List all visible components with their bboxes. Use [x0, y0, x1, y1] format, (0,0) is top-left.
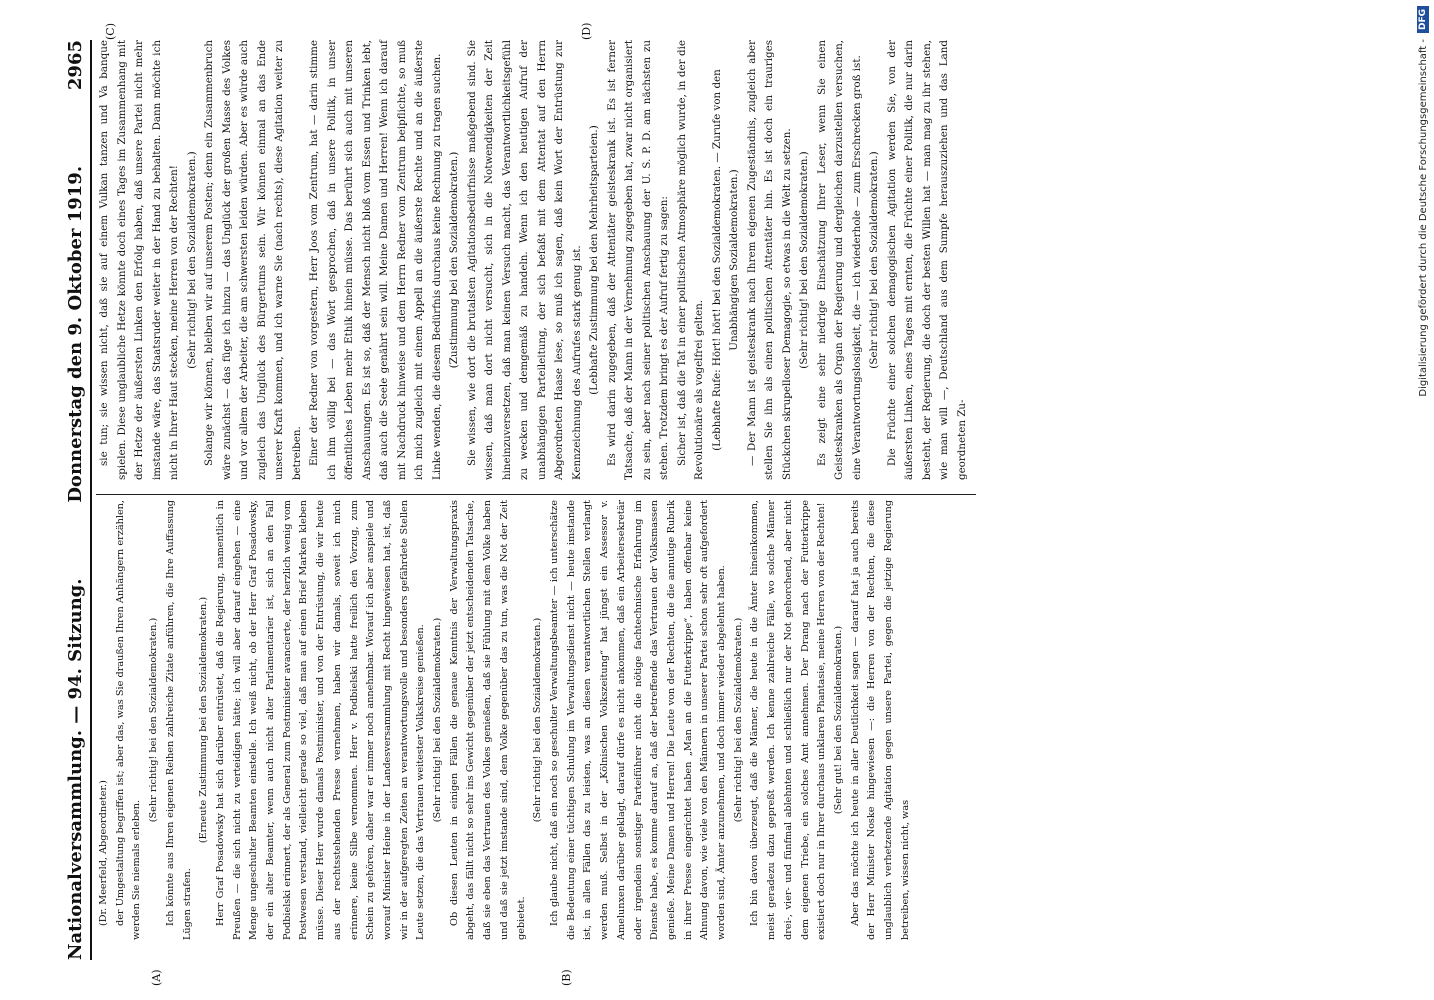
interjection: (Sehr richtig! bei den Sozialdemokraten.) [732, 617, 744, 823]
paragraph: (Dr. Meerfeld, Abgeordneter.) [98, 780, 109, 926]
digitization-credit [1400, 0, 1430, 1000]
paragraph: Herr Graf Posadowsky hat sich darüber entrüstet, daß die Regierung, namentlich in Preußen — die sich nicht zu verteidigen hätte; ich will aber darauf eingehen — eine Menge ungeschulter Beamten einstelle. Ich weiß nicht, ob der Herr Graf Posadowsky, der ein alter Beamter, wenn auch nicht alter Parlamentarier ist, sich an den Fall Podbielski erinnert, der als General zum Postminister avancierte, der herzlich wenig vom Postwesen verstand, vielleicht gerade so viel, daß man auf einen Brief Marken kleben müsse. Dieser Herr wurde damals Postminister, und von der Entrüstung, die wir heute aus der rechtsstehenden Presse vernehmen, haben wir damals, soweit ich mich erinnere, keine Silbe vernommen. Herr v. Podbielski hatte freilich den Vorzug, zum Schein zu gehören, daher war er immer noch annehmbar. Worauf ich aber anspiele und worauf Minister Heine in der Landesversammlung mit Recht hingewiesen hat, ist, daß wir in der aufgeregten Zeiten an verantwortungsvolle und besonders gefährdete Stellen Leute setzen, die das Vertrauen weitester Volkskreise genießen. [214, 500, 427, 940]
paragraph: Ich glaube nicht, daß ein noch so geschulter Verwaltungsbeamter — ich unterschätze die Bedeutung einer tüchtigen Schulung im Verwaltungsdienst nicht — heute imstande ist, in allen Fällen das zu leisten, was an diesen verantwortlichen Stellen verlangt werden muß. Selbst in der „Kölnischen Volkszeitung“ hat jüngst ein Assessor v. Amelunxen darüber geklagt, darauf dürfe es nicht ankommen, daß ein Arbeitersekretär oder irgendein sonstiger Parteiführer nicht die nötige fachtechnische Erfahrung im Dienste habe, es komme darauf an, daß der betreffende das Vertrauen der Volksmassen genieße. Meine Damen und Herren! Die Leute von der Rechten, die die annutige Rubrik in ihrer Presse eingerichtet haben „Man an die Futterkrippe“, haben offenbar keine Ahnung davon, wie viele von den Männern in unserer Partei schon sehr oft aufgefordert worden sind, Ämter anzunehmen, und doch immer wieder abgelehnt haben. [548, 500, 728, 940]
interjection: (Lebhafte Rufe: Hört! hört! bei den Sozialdemokraten. — Zurufe von den Unabhängigen Sozialdemokraten.) [710, 69, 740, 451]
interjection: (Lebhafte Zustimmung bei den Mehrheitsparteien.) [588, 125, 600, 395]
paragraph: Aber das möchte ich heute in aller Deutlichkeit sagen — darauf hat ja auch bereits der Herr Minister Noske hingewiesen —: die Herren von der Rechten, die diese unglaublich verhetzende Agitation gegen unsere Partei, gegen die jetzige Regierung betreiben, wissen nicht, was [849, 500, 911, 940]
text-column-left [96, 500, 914, 940]
margin-marker-c: (C) [104, 23, 117, 40]
interjection: (Sehr gut! bei den Sozialdemokraten.) [832, 625, 844, 815]
paragraph: Ob diesen Leuten in einigen Fällen die genaue Kenntnis der Verwaltungspraxis abgeht, das fällt nicht so sehr ins Gewicht gegenüber der jetzt entscheidenden Tatsache, daß sie eben das Vertrauen des Volkes genießen, daß sie Fühlung mit dem Volke haben und daß sie jetzt imstande sind, dem Volke gegenüber das zu tun, was die Not der Zeit gebietet. [448, 500, 527, 940]
paragraph: Es zeigt eine sehr niedrige Einschätzung Ihrer Leser, wenn Sie einen Geisteskranken als Organ der Regierung und dergleichen darzustellen versuchen, eine Verantwortungslosigkeit, die — ich wiederhole — zum Erschrecken groß ist. [815, 40, 863, 480]
page-number: 2965 [65, 40, 86, 91]
margin-marker-d: (D) [580, 22, 593, 40]
paragraph: Einer der Redner von vorgestern, Herr Joos vom Zentrum, hat — darin stimme ich ihm völlig bei — das Wort gesprochen, daß in unsere Politik, in unser öffentliches Leben mehr Ethik hinein müsse. Das berührt sich auch mit unseren Anschauungen. Es ist so, daß der Mensch nicht bloß vom Essen und Trinken lebt, daß auch die Seele genährt sein will. Meine Damen und Herren! Wenn ich darauf mit Nachdruck hinweise und dem Herrn Redner vom Zentrum beipflichte, so muß ich mich zugleich mit einem Appell an die äußerste Rechte und an die äußerste Linke wenden, die diesem Bedürfnis durchaus keine Rechnung zu tragen suchen. [308, 40, 443, 480]
interjection: (Sehr richtig! bei den Sozialdemokraten.) [148, 617, 160, 823]
paragraph: Sie wissen, wie dort die brutalsten Agitationsbedürfnisse maßgebend sind. Sie wissen, daß man dort nicht versucht, sich in die Notwendigkeiten der Zeit hineinzuversetzen, daß man keinen Versuch macht, das Verantwortlichkeitsgefühl zu wecken und demgemäß zu handeln. Wenn ich den heutigen Aufruf der unabhängigen Parteileitung, der sich befaßt mit dem Attentat auf den Herrn Abgeordneten Haase lese, so muß ich sagen, daß kein Wort der Entrüstung zur Kennzeichnung des Aufrufes stark genug ist. [465, 40, 583, 480]
column-divider [96, 494, 976, 495]
margin-marker-a: (A) [150, 969, 163, 986]
paragraph: Solange wir können, bleiben wir auf unserem Posten; denn ein Zusammenbruch wäre zunächst — das füge ich hinzu — das Unglück der großen Masse des Volkes und vor allem der Arbeiter, die am schwersten leiden würden. Aber es würde auch zugleich das Unglück des Bürgertums sein. Wir können einmal an das Ende unserer Kraft kommen, und ich warne Sie (nach rechts), diese Agitation weiter zu betreiben. [203, 40, 303, 480]
header-left: Nationalversammlung. — 94. Sitzung. [65, 578, 86, 960]
interjection: (Sehr richtig! bei den Sozialdemokraten.) [185, 151, 198, 369]
paragraph: — Der Mann ist geisteskrank nach Ihrem eigenen Zugeständnis, zugleich aber stellen Sie ihn als einen politischen Attentäter hin. Es ist doch ein trauriges Stückchen skrupelloser Demagogie, so etwas in die Welt zu setzen. [745, 40, 793, 480]
interjection: (Erneute Zustimmung bei den Sozialdemokraten.) [198, 596, 210, 844]
interjection: (Sehr richtig! bei den Sozialdemokraten.) [868, 151, 880, 369]
dfg-logo: DFG [1417, 6, 1429, 33]
paragraph: sie tun; sie wissen nicht, daß sie auf einem Vulkan tanzen und Va banque spielen. Diese unglaubliche Hetze könnte doch eines Tages im Zusammenhang mit der Hetze der äußersten Linken den Erfolg haben, daß unsere Partei nicht mehr imstande wäre, das Staatsruder weiter in der Hand zu behalten. Dann möchte ich nicht in Ihrer Haut stecken, meine Herren von der Rechten! [98, 40, 180, 480]
page-header [58, 40, 92, 960]
interjection: (Sehr richtig! bei den Sozialdemokraten.) [432, 617, 444, 823]
text-column-right [96, 40, 971, 480]
credit-text: Digitalisierung gefördert durch die Deutsche Forschungsgemeinschaft - [1417, 39, 1429, 397]
paragraph: Es wird darin zugegeben, daß der Attentäter geisteskrank ist. Es ist ferner Tatsache, daß der Mann in der Vernehmung zugegeben hat, zwar nicht organisiert zu sein, aber nach seiner politischen Anschauung der U. S. P. D. am nächsten zu stehen. Trotzdem bringt es der Aufruf fertig zu sagen: [605, 40, 670, 480]
header-center: Donnerstag den 9. Oktober 1919. [65, 165, 86, 503]
margin-marker-b: (B) [560, 969, 573, 986]
interjection: (Sehr richtig! bei den Sozialdemokraten.) [798, 151, 810, 369]
paragraph: Die Früchte einer solchen demagogischen Agitation werden Sie, von der äußersten Linken, eines Tages mit ernten, die Früchte einer Politik, die nur darin besteht, der Regierung, die doch der besten Willen hat — man mag zu ihr stehen, wie man will —, Deutschland aus dem Sumpfe herauszuziehen und das Land geordneten Zu- [885, 40, 968, 480]
paragraph: Ich bin davon überzeugt, daß die Männer, die heute in die Ämter hineinkommen, meist geradezu dazu gepreßt werden. Ich kenne zahlreiche Fälle, wo solche Männer drei-, vier- und fünfmal ablehnten und schließlich nur der Not gehorchend, aber nicht dem eigenen Triebe, ein solches Amt annehmen. Der Drang nach der Futterkrippe existiert doch nur in Ihrer durchaus unklaren Phantasie, meine Herren von der Rechten! [749, 500, 828, 940]
interjection: (Zustimmung bei den Sozialdemokraten.) [448, 151, 460, 369]
paragraph: der Umgestaltung begriffen ist; aber das, was Sie draußen Ihren Anhängern erzählen, werden Sie niemals erleben. [114, 500, 143, 940]
paragraph: Ich könnte aus Ihren eigenen Reihen zahlreiche Zitate anführen, die Ihre Auffassung Lügen strafen. [164, 500, 193, 940]
interjection: (Sehr richtig! bei den Sozialdemokraten.) [532, 617, 544, 823]
paragraph: Sicher ist, daß die Tat in einer politischen Atmosphäre möglich wurde, in der die Revolutionäre als vogelfrei gelten. [675, 40, 705, 480]
